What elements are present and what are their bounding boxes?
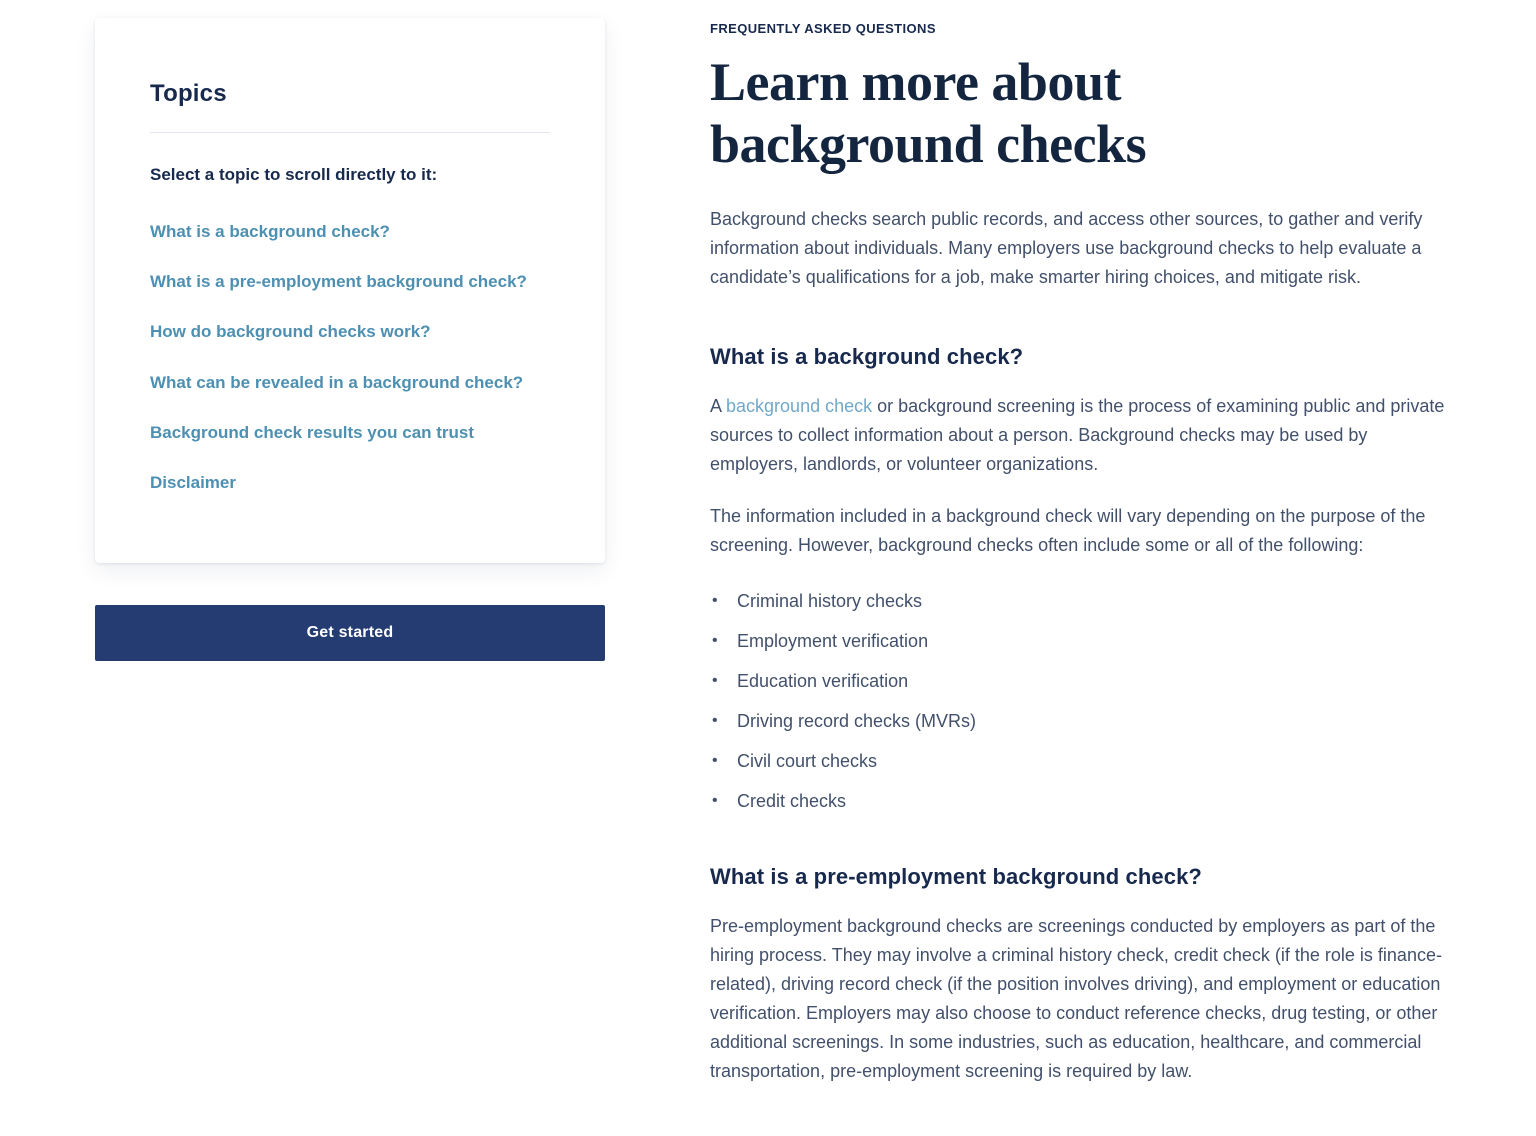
list-item: • Driving record checks (MVRs) — [710, 710, 1458, 732]
background-check-link[interactable]: background check — [726, 396, 873, 417]
list-item: • Civil court checks — [710, 750, 1458, 772]
section-what-is-a-background-check — [710, 344, 1458, 812]
faq-content — [710, 18, 1458, 1086]
list-item: • Criminal history checks — [710, 590, 1458, 612]
page-title: Learn more about background checks — [710, 52, 1147, 175]
list-item: • Credit checks — [710, 790, 1458, 812]
topics-title: Topics — [150, 80, 227, 107]
list-item: • Employment verification — [710, 630, 1458, 652]
topic-link-results-you-can-trust[interactable]: Background check results you can trust — [150, 422, 475, 442]
section-heading: What is a pre-employment background check? — [710, 864, 1202, 890]
section-heading: What is a background check? — [710, 344, 1024, 370]
topics-divider — [150, 132, 550, 133]
get-started-button[interactable]: Get started — [95, 605, 605, 661]
topics-nav — [150, 217, 550, 497]
section-paragraph: Pre-employment background checks are screenings conducted by employers as part of the hiring process. They may involve a criminal history check, credit check (if the role is finance-related), driving record check (if the position involves driving), and employment or education verification. Employers may also choose to conduct reference checks, drug testing, or other additional screenings. In some industries, such as education, healthcare, and commercial transportation, pre-employment screening is required by law. — [710, 916, 1442, 1082]
paragraph-text: A — [710, 396, 727, 417]
topic-link-how-do-background-checks-work[interactable]: How do background checks work? — [150, 322, 431, 342]
list-item: • Education verification — [710, 670, 1458, 692]
paragraph-text: or background screening is the process of examining public and private sources to collect information about a person. Background checks may be used by employers, landlords, or volunteer organizations. — [710, 396, 1445, 475]
topic-link-what-is-a-background-check[interactable]: What is a background check? — [150, 222, 390, 241]
topic-link-disclaimer[interactable]: Disclaimer — [150, 473, 236, 493]
section-pre-employment-background-check — [710, 864, 1458, 1086]
topics-subtitle: Select a topic to scroll directly to it: — [150, 165, 438, 184]
section-paragraph: The information included in a background check will vary depending on the purpose of the screening. However, background checks often include some or all of the following: — [710, 506, 1426, 556]
background-check-items-list — [710, 590, 1458, 812]
topic-link-pre-employment-background-check[interactable]: What is a pre-employment background check? — [150, 272, 527, 292]
topics-card — [95, 18, 605, 563]
intro-paragraph: Background checks search public records, and access other sources, to gather and verify information about individuals. Many employers use background checks to help evaluate a candidate’s qualifications for a job, make smarter hiring choices, and mitigate risk. — [710, 209, 1423, 288]
eyebrow-label: FREQUENTLY ASKED QUESTIONS — [710, 21, 936, 36]
topic-link-what-can-be-revealed[interactable]: What can be revealed in a background check? — [150, 372, 524, 392]
section-paragraph — [710, 392, 1458, 479]
topics-sidebar — [95, 18, 605, 661]
